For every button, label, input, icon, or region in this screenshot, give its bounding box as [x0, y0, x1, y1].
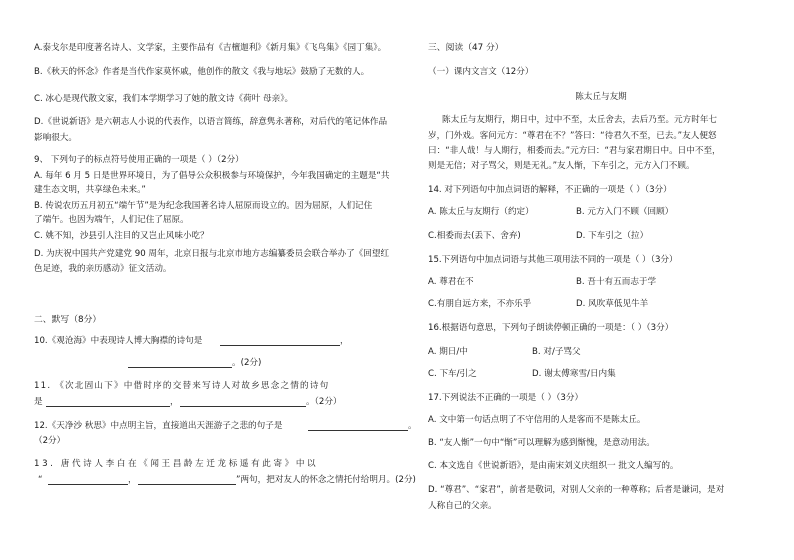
q14-option-a: A. 陈太丘与友期行（约定） — [428, 207, 534, 217]
q16-stem: 16.根据语句意思，下列句子朗读停顿正确的一项是：（ ）（3分） — [428, 323, 674, 333]
q17-option-a: A. 文中第一句话点明了不守信用的人是客而不是陈太丘。 — [428, 415, 646, 425]
q14-option-b: B. 元方入门不顾（回顾） — [576, 207, 674, 217]
q10-blank-2[interactable] — [128, 358, 232, 368]
q15-option-c: C.有朋自远方来，不亦乐乎 — [428, 299, 532, 309]
q12-blank[interactable] — [308, 421, 408, 431]
q17-option-d-line2: 人称自己的父亲。 — [428, 501, 497, 511]
q10-separator: ， — [340, 336, 349, 346]
q14-option-c: C.相委而去(丢下、舍弃) — [428, 231, 521, 241]
q13-comma: ， — [128, 475, 137, 485]
section-3-title: 三、阅读（47 分） — [428, 43, 504, 53]
q9-option-a-line2: 建生态文明，共享绿色未来。” — [34, 185, 146, 195]
q17-option-b: B. “友人惭”一句中“惭”可以理解为感到惭愧，是意动用法。 — [428, 438, 655, 448]
q10-blank-1[interactable] — [220, 336, 340, 346]
passage-title: 陈太丘与友期 — [575, 92, 627, 102]
q15-option-d: D. 风吹草低见牛羊 — [576, 299, 649, 309]
q13-blank-1[interactable] — [48, 475, 128, 485]
q16-option-d: D. 谢太傅寒雪/日内集 — [532, 369, 616, 379]
q8-option-c: C. 冰心是现代散文家，我们本学期学习了她的散文诗《荷叶 母亲》。 — [34, 94, 294, 104]
q15-stem: 15.下列语句中加点词语与其他三项用法不同的一项是（ ）（3分） — [428, 255, 678, 265]
q11-text-pre: 是 — [34, 397, 43, 407]
q12-points: （2分） — [34, 436, 66, 446]
q16-option-b: B. 对/子骂父 — [532, 347, 581, 357]
q8-option-a: A.泰戈尔是印度著名诗人、文学家，主要作品有《吉檀迦利》《新月集》《飞鸟集》《园丁集》。 — [34, 43, 387, 53]
q9-option-d-line2: 色足迹，我的亲历感动》征文活动。 — [34, 264, 172, 274]
passage-line-3: 曰：“非人哉！与人期行，相委而去。”元方曰：“君与家君期日中。日中不至， — [428, 146, 721, 156]
q17-option-d-line1: D. “尊君”、“家君”，前者是敬词，对别人父亲的一种尊称；后者是谦词，是对 — [428, 485, 725, 495]
q8-option-d-line1: D.《世说新语》是六朝志人小说的代表作，以语言简练，辞意隽永著称，对后代的笔记体作品 — [34, 117, 388, 127]
q11-points: 。（2分） — [306, 397, 342, 407]
q9-option-a-line1: A. 每年 6 月 5 日是世界环境日，为了倡导公众积极参与环境保护，今年我国确定的主题是“共 — [34, 171, 390, 181]
q14-stem: 14. 对下列语句中加点词语的解释，不正确的一项是（ ）（3分） — [428, 185, 672, 195]
q15-option-a: A. 尊君在不 — [428, 277, 474, 287]
q11-separator: ， — [170, 397, 179, 407]
q13-tail: ”两句，把对友人的怀念之情托付给明月。(2分) — [236, 475, 416, 485]
q9-option-d-line1: D. 为庆祝中国共产党建党 90 周年，北京日报与北京市地方志编纂委员会联合举办了《回望红 — [34, 249, 390, 259]
q10-line-2 — [34, 357, 418, 369]
q9-option-c: C. 姚不知，沙县引人注目的又岂止风味小吃？ — [34, 231, 209, 241]
q10-line — [34, 335, 418, 347]
q11-blank-1[interactable] — [46, 397, 170, 407]
q11-line-2 — [34, 396, 418, 408]
section-2-title: 二、默写（8分） — [34, 315, 102, 325]
q12-text: 12.《天净沙 秋思》中点明主旨，直接道出天涯游子之悲的句子是 — [34, 421, 283, 431]
q10-text: 10.《观沧海》中表现诗人博大胸襟的诗句是 — [34, 336, 203, 346]
q15-option-b: B. 吾十有五而志于学 — [576, 277, 657, 287]
q9-option-b-line2: 了端午。也因为端午，人们记住了屈原。 — [34, 215, 189, 225]
subsection-1-title: （一）课内文言文（12分） — [428, 67, 534, 77]
passage-line-1: 陈太丘与友期行，期日中，过中不至，太丘舍去，去后乃至。元方时年七 — [442, 115, 718, 125]
q13-line1: 13. 唐代诗人李白在《闻王昌龄左迁龙标遥有此寄》中以 — [34, 459, 319, 469]
q13-blank-2[interactable] — [138, 475, 236, 485]
q10-points: 。(2分) — [232, 358, 262, 368]
q12-end: 。 — [408, 421, 417, 431]
q14-option-d: D. 下车引之（拉） — [576, 231, 649, 241]
passage-line-4: 则是无信；对子骂父，则是无礼。”友人惭，下车引之，元方入门不顾。 — [428, 161, 695, 171]
q17-option-c: C. 本文选自《世说新语》，是由南宋刘义庆组织一 批文人编写的。 — [428, 461, 679, 471]
q9-option-b-line1: B. 传说农历五月初五“端午节”是为纪念我国著名诗人屈原而设立的。因为屈原，人们记住 — [34, 201, 373, 211]
q12-line — [34, 420, 418, 432]
q11-blank-2[interactable] — [180, 397, 306, 407]
q11-line1: 11. 《次北固山下》中借时序的交替来写诗人对故乡思念之情的诗句 — [34, 381, 330, 391]
q16-option-c: C. 下车/引之 — [428, 369, 477, 379]
q8-option-d-line2: 影响很大。 — [34, 133, 77, 143]
q16-option-a: A. 期日/中 — [428, 347, 468, 357]
q13-open-quote: “ — [38, 475, 43, 485]
passage-line-2: 岁，门外戏。客问元方：“尊君在不？”答曰：“待君久不至，已去。”友人便怒 — [428, 131, 717, 141]
q13-line-2 — [34, 474, 418, 486]
q8-option-b: B.《秋天的怀念》作者是当代作家莫怀戚，他创作的散文《我与地坛》鼓励了无数的人。 — [34, 67, 370, 77]
q17-stem: 17.下列说法不正确的一项是（ ）（3分） — [428, 393, 584, 403]
q9-stem: 9、 下列句子的标点符号使用正确的一项是（ ）（2分） — [34, 155, 244, 165]
